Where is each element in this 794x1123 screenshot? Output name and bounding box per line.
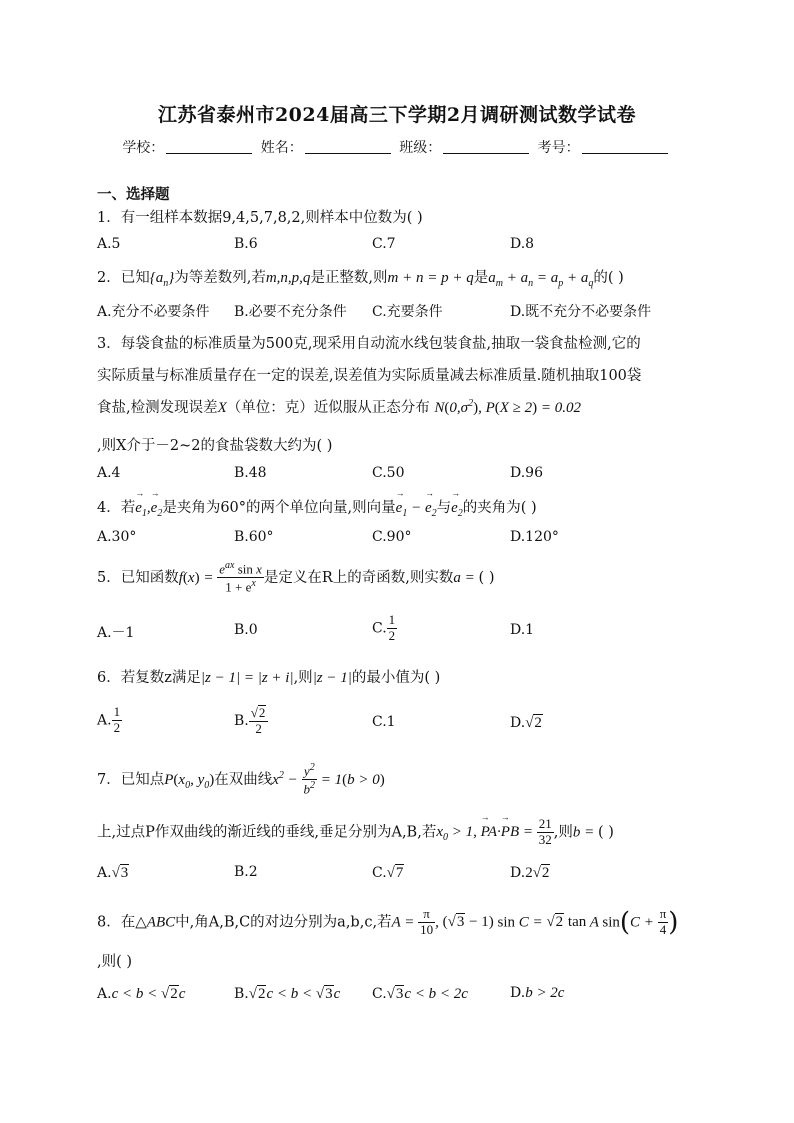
question-5-stem: 5．已知函数f(x) = $\frac{e^{ax} \sin x}{1 + e^x}$ 是定义在R上的奇函数,则实数a = ( ) bbox=[97, 560, 495, 595]
q6-option-c: C.1 bbox=[372, 714, 396, 730]
question-8-stem: 8．在△ABC中,角A,B,C的对边分别为a,b,c,若A = $\frac{\pi}{10}$ , (√3 − 1) sin C = √2 tan A sin(C + $\frac{\pi}{4}$ ) bbox=[97, 906, 679, 938]
q2-option-c: C.充要条件 bbox=[372, 304, 443, 320]
q4-option-c: C.90° bbox=[372, 529, 412, 545]
question-7-stem: 7．已知点$P(x_0$, $y_0$)在双曲线$x^2$ − $\frac{y^2}{b^2}$ = 1(b > 0) bbox=[97, 762, 385, 797]
q7-option-b: B.2 bbox=[234, 864, 258, 880]
q3-option-a: A.4 bbox=[97, 465, 121, 481]
q4-option-d: D.120° bbox=[510, 529, 559, 545]
q8-option-c: C.√3c < b < 2c bbox=[372, 986, 468, 1002]
q3-option-b: B.48 bbox=[234, 465, 267, 481]
name-blank[interactable] bbox=[305, 139, 391, 154]
q8-option-d: D.b > 2c bbox=[510, 985, 565, 1001]
q7-option-a: A.√3 bbox=[97, 865, 129, 881]
q1-option-c: C.7 bbox=[372, 236, 396, 252]
q1-option-b: B.6 bbox=[234, 236, 258, 252]
q4-option-b: B.60° bbox=[234, 529, 274, 545]
question-8-line-2: ,则( ) bbox=[97, 954, 133, 970]
question-6-stem: 6．若复数z满足|z − 1| = |z + i|,则|z − 1|的最小值为( ) bbox=[97, 670, 441, 686]
q6-option-d: D.√2 bbox=[510, 715, 542, 731]
q4-option-a: A.30° bbox=[97, 529, 137, 545]
q5-option-a: A.－1 bbox=[97, 625, 135, 641]
q8-option-a: A.c < b < √2c bbox=[97, 986, 186, 1002]
exam-no-blank[interactable] bbox=[582, 139, 668, 154]
q2-option-b: B.必要不充分条件 bbox=[234, 304, 347, 320]
question-3-line-2: 实际质量与标准质量存在一定的误差,误差值为实际质量减去标准质量.随机抽取100袋 bbox=[97, 368, 642, 384]
question-1-stem: 1．有一组样本数据9,4,5,7,8,2,则样本中位数为( ) bbox=[97, 210, 423, 226]
question-2-stem: 2．已知$\{a_n\}$为等差数列,若m,n,p,q是正整数,则m + n = p + q是$a_m + a_n = a_p + a_q$的( ) bbox=[97, 270, 624, 289]
question-3-line-3: 食盐,检测发现误差X（单位：克）近似服从正态分布 $N(0,\sigma^2)$, P(X ≥ 2) = 0.02 bbox=[97, 398, 582, 416]
q5-option-b: B.0 bbox=[234, 622, 258, 638]
name-label: 姓名： bbox=[260, 140, 303, 156]
q2-option-d: D.既不充分不必要条件 bbox=[510, 304, 652, 320]
q5-option-c: C. $\frac{1}{2}$ bbox=[372, 612, 396, 643]
class-label: 班级： bbox=[399, 140, 442, 156]
exam-no-label: 考号： bbox=[537, 140, 580, 156]
question-3-line-4: ,则X介于－2~2的食盐袋数大约为( ) bbox=[97, 438, 333, 454]
page-title: 江苏省泰州市2024届高三下学期2月调研测试数学试卷 bbox=[157, 104, 637, 126]
q8-option-b: B.√2c < b < √3c bbox=[234, 986, 341, 1002]
q1-option-a: A.5 bbox=[97, 236, 121, 252]
q1-option-d: D.8 bbox=[510, 236, 535, 252]
question-3-line-1: 3．每袋食盐的标准质量为500克,现采用自动流水线包装食盐,抽取一袋食盐检测,它的 bbox=[97, 336, 641, 352]
q7-option-c: C.√7 bbox=[372, 865, 404, 881]
q3-option-c: C.50 bbox=[372, 465, 405, 481]
q7-option-d: D.2√2 bbox=[510, 865, 550, 881]
q2-option-a: A.充分不必要条件 bbox=[97, 304, 210, 320]
section-heading: 一、选择题 bbox=[97, 187, 170, 203]
q5-option-d: D.1 bbox=[510, 622, 535, 638]
q6-option-b: B. $\frac{√2}{2}$ bbox=[234, 705, 268, 737]
q6-option-a: A. $\frac{1}{2}$ bbox=[97, 704, 121, 735]
school-blank[interactable] bbox=[166, 139, 252, 154]
question-4-stem: 4．若→ $e_1,\to e_2$是夹角为60°的两个单位向量,则向量→ $e_1$ − → $e_2$与→ $e_2$的夹角为( ) bbox=[97, 496, 537, 519]
school-label: 学校： bbox=[122, 140, 165, 156]
student-info-row bbox=[0, 137, 794, 157]
question-7-line-2: 上,过点P作双曲线的渐近线的垂线,垂足分别为A,B,若$x_0 > 1$, → PA·→ PB = $\frac{21}{32}$ ,则b = ( ) bbox=[97, 817, 614, 848]
q3-option-d: D.96 bbox=[510, 465, 543, 481]
class-blank[interactable] bbox=[443, 139, 529, 154]
